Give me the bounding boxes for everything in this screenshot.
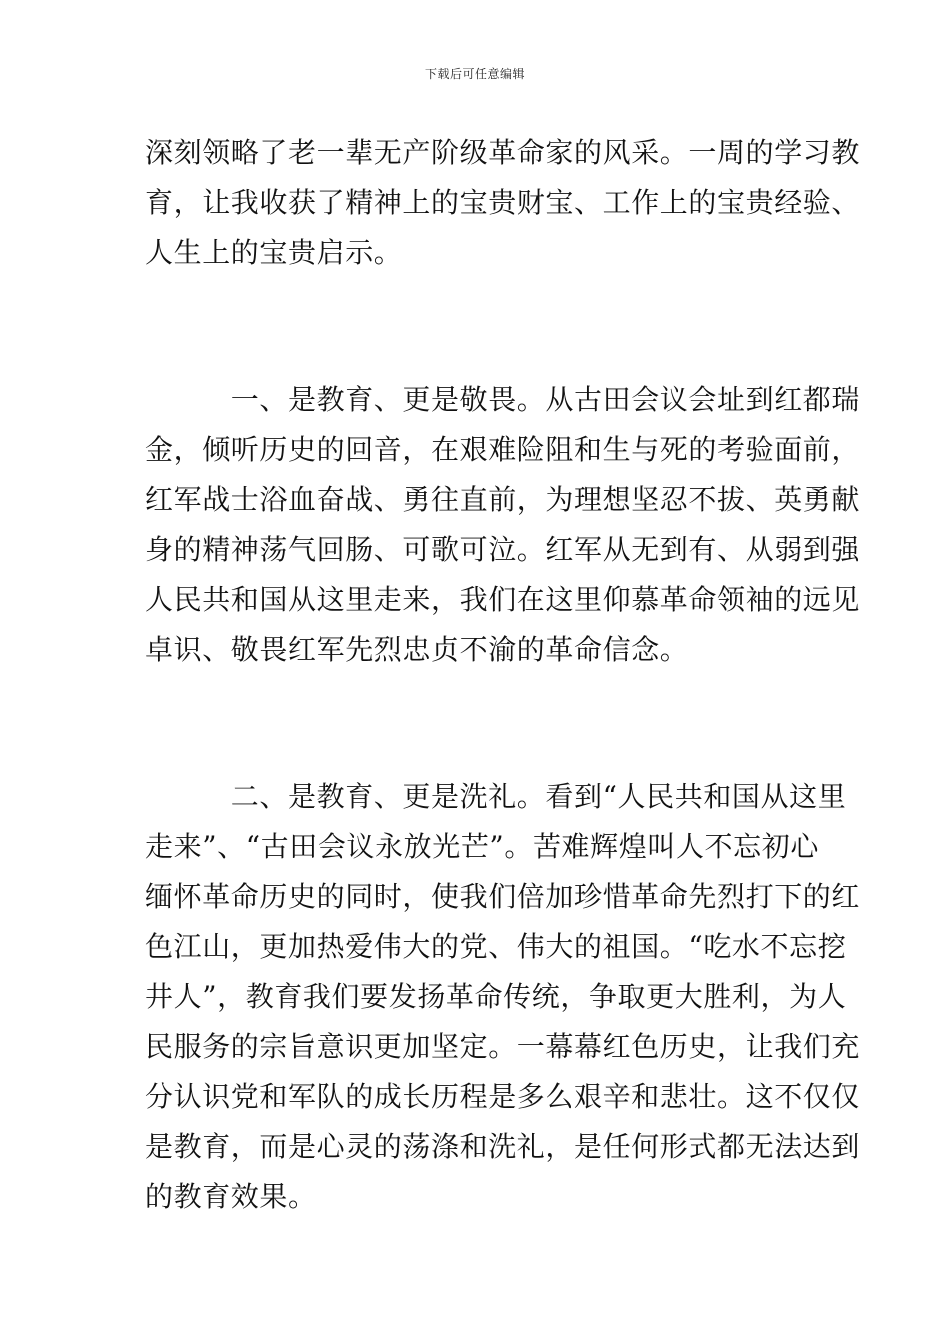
paragraph-line: 红军战士浴血奋战、勇往直前，为理想坚忍不拔、英勇献 (145, 483, 861, 516)
paragraph-line: 分认识党和军队的成长历程是多么艰辛和悲壮。这不仅仅 (145, 1080, 861, 1113)
paragraph-line: 走来”、“古田会议永放光芒”。苦难辉煌叫人不忘初心 (145, 830, 819, 863)
paragraph-line: 是教育，而是心灵的荡涤和洗礼，是任何形式都无法达到 (145, 1130, 861, 1163)
paragraph-line: 身的精神荡气回肠、可歌可泣。红军从无到有、从弱到强 (145, 533, 861, 566)
paragraph-line: 人民共和国从这里走来，我们在这里仰慕革命领袖的远见 (145, 583, 861, 616)
paragraph-intro (145, 128, 861, 278)
paragraph-line: 色江山，更加热爱伟大的党、伟大的祖国。“吃水不忘挖 (145, 930, 847, 963)
paragraph-line: 人生上的宝贵启示。 (145, 236, 403, 269)
paragraph-line: 的教育效果。 (145, 1180, 317, 1213)
paragraph-line: 井人”，教育我们要发扬革命传统，争取更大胜利，为人 (145, 980, 847, 1013)
paragraph-line: 卓识、敬畏红军先烈忠贞不渝的革命信念。 (145, 633, 689, 666)
paragraph-section-one (145, 375, 861, 675)
download-note: 下载后可任意编辑 (424, 67, 525, 81)
paragraph-section-two (145, 772, 861, 1222)
paragraph-line: 深刻领略了老一辈无产阶级革命家的风采。一周的学习教 (145, 136, 861, 169)
paragraph-line: 一、是教育、更是敬畏。从古田会议会址到红都瑞 (145, 383, 861, 416)
paragraph-line: 育，让我收获了精神上的宝贵财宝、工作上的宝贵经验、 (145, 186, 861, 219)
paragraph-line: 金，倾听历史的回音，在艰难险阻和生与死的考验面前， (145, 433, 861, 466)
paragraph-line: 缅怀革命历史的同时，使我们倍加珍惜革命先烈打下的红 (145, 880, 861, 913)
paragraph-line: 二、是教育、更是洗礼。看到“人民共和国从这里 (145, 780, 847, 813)
paragraph-line: 民服务的宗旨意识更加坚定。一幕幕红色历史，让我们充 (145, 1030, 861, 1063)
